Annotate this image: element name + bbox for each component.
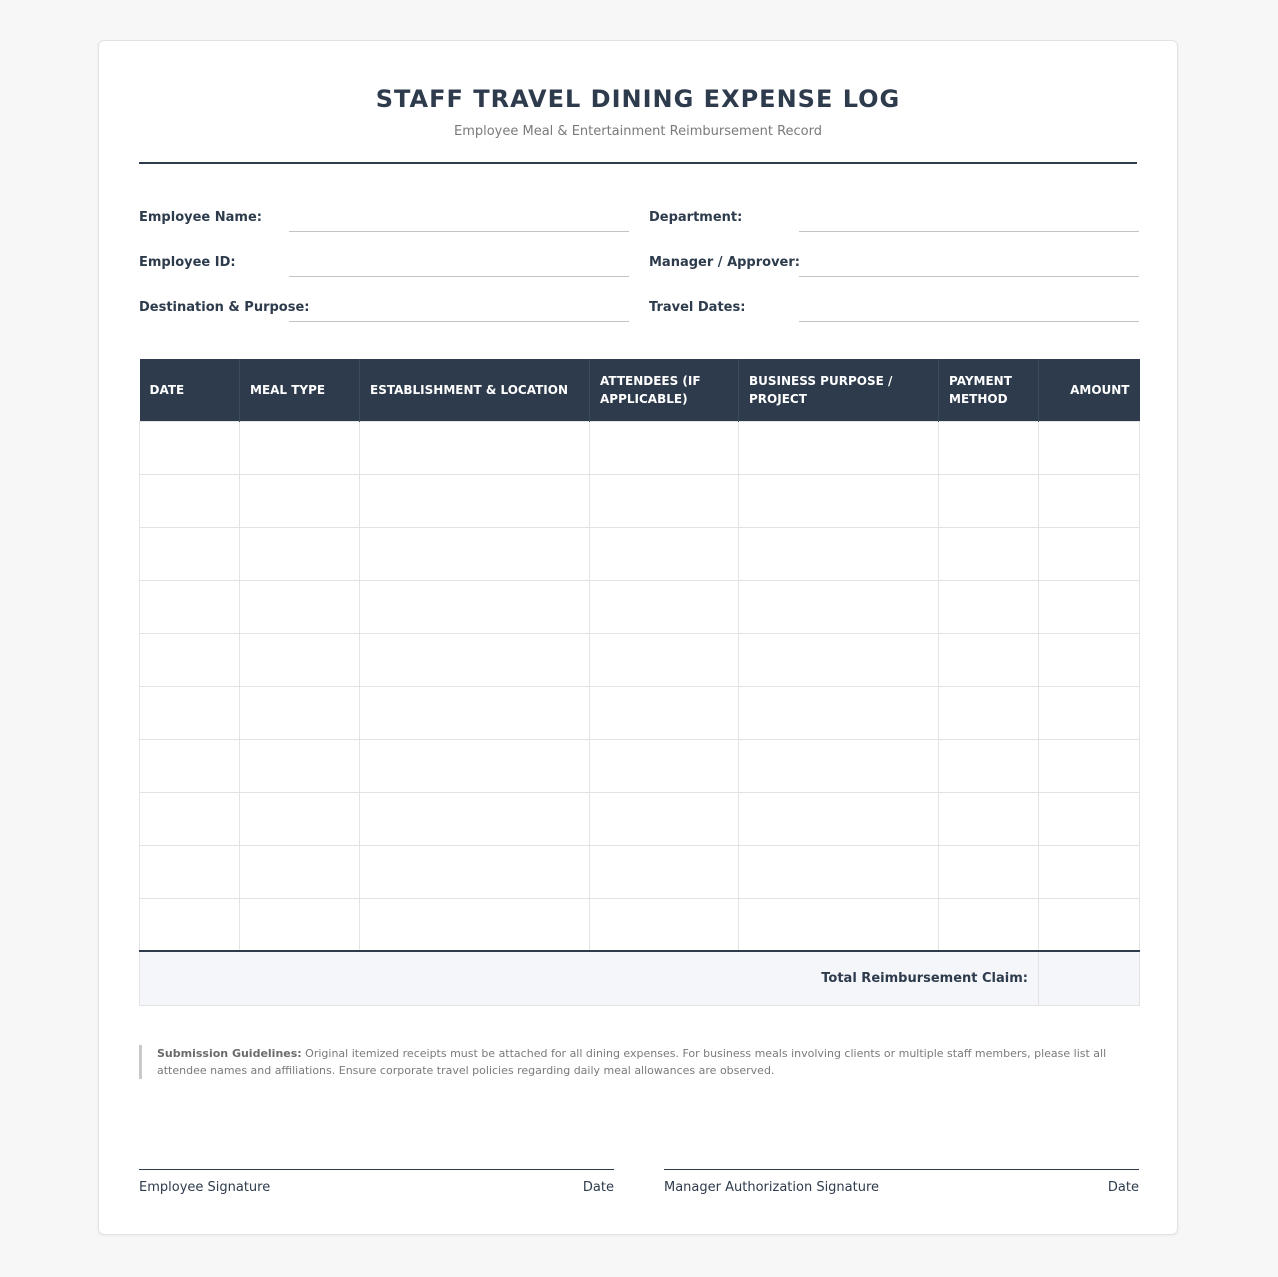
column-header-amount: AMOUNT <box>1039 359 1140 421</box>
destination-field[interactable] <box>139 293 629 323</box>
table-cell[interactable] <box>360 421 590 474</box>
table-cell[interactable] <box>1039 580 1140 633</box>
column-header-attendees: ATTENDEES (IF APPLICABLE) <box>590 359 739 421</box>
department-input-line[interactable] <box>799 231 1139 232</box>
manager-label: Manager / Approver: <box>649 255 800 270</box>
table-cell[interactable] <box>590 898 739 951</box>
table-cell[interactable] <box>739 527 939 580</box>
guidelines-heading: Submission Guidelines: <box>157 1047 302 1060</box>
employee-id-field[interactable] <box>139 248 629 278</box>
table-cell[interactable] <box>590 527 739 580</box>
page-subtitle: Employee Meal & Entertainment Reimbursement Record <box>453 124 823 139</box>
destination-input-line[interactable] <box>289 321 629 322</box>
table-cell[interactable] <box>140 633 240 686</box>
employee-signature-block[interactable] <box>139 1169 614 1200</box>
table-row <box>140 474 1140 527</box>
table-cell[interactable] <box>140 474 240 527</box>
table-cell[interactable] <box>739 421 939 474</box>
table-cell[interactable] <box>240 898 360 951</box>
table-cell[interactable] <box>1039 845 1140 898</box>
table-body <box>140 421 1140 951</box>
table-row <box>140 421 1140 474</box>
employee-name-input-line[interactable] <box>289 231 629 232</box>
table-cell[interactable] <box>360 845 590 898</box>
table-cell[interactable] <box>360 580 590 633</box>
table-cell[interactable] <box>140 421 240 474</box>
table-cell[interactable] <box>240 421 360 474</box>
table-cell[interactable] <box>939 739 1039 792</box>
table-cell[interactable] <box>140 527 240 580</box>
employee-name-label: Employee Name: <box>139 210 262 225</box>
department-label: Department: <box>649 210 743 225</box>
column-header-date: DATE <box>140 359 240 421</box>
table-cell[interactable] <box>1039 527 1140 580</box>
table-cell[interactable] <box>739 580 939 633</box>
table-cell[interactable] <box>939 633 1039 686</box>
table-cell[interactable] <box>939 845 1039 898</box>
table-cell[interactable] <box>739 898 939 951</box>
table-cell[interactable] <box>939 421 1039 474</box>
table-row <box>140 686 1140 739</box>
table-cell[interactable] <box>140 792 240 845</box>
travel-dates-label: Travel Dates: <box>649 300 746 315</box>
table-cell[interactable] <box>590 633 739 686</box>
table-row <box>140 633 1140 686</box>
table-cell[interactable] <box>1039 421 1140 474</box>
table-cell[interactable] <box>1039 686 1140 739</box>
table-cell[interactable] <box>240 686 360 739</box>
travel-dates-input-line[interactable] <box>799 321 1139 322</box>
travel-dates-field[interactable] <box>649 293 1139 323</box>
expense-table <box>139 359 1140 1006</box>
table-cell[interactable] <box>939 792 1039 845</box>
table-row <box>140 845 1140 898</box>
column-header-establishment: ESTABLISHMENT & LOCATION <box>360 359 590 421</box>
table-cell[interactable] <box>939 527 1039 580</box>
table-cell[interactable] <box>1039 898 1140 951</box>
table-cell[interactable] <box>360 792 590 845</box>
table-cell[interactable] <box>1039 633 1140 686</box>
table-cell[interactable] <box>590 739 739 792</box>
table-row <box>140 898 1140 951</box>
guidelines-text: Original itemized receipts must be attached for all dining expenses. For business meals involving clients or multiple staff members, please list all attendee names and affiliations. Ensure corporate travel policies regarding daily meal allowances are observed. <box>157 1047 1107 1077</box>
table-cell[interactable] <box>590 792 739 845</box>
submission-guidelines <box>139 1045 1137 1079</box>
employee-name-field[interactable] <box>139 203 629 233</box>
table-cell[interactable] <box>739 739 939 792</box>
manager-input-line[interactable] <box>799 276 1139 277</box>
table-cell[interactable] <box>739 792 939 845</box>
table-cell[interactable] <box>140 580 240 633</box>
table-cell[interactable] <box>140 739 240 792</box>
table-cell[interactable] <box>240 633 360 686</box>
manager-signature-label: Manager Authorization Signature <box>664 1180 880 1195</box>
table-cell[interactable] <box>590 580 739 633</box>
table-cell[interactable] <box>939 474 1039 527</box>
table-row <box>140 739 1140 792</box>
table-cell[interactable] <box>1039 474 1140 527</box>
table-cell[interactable] <box>739 686 939 739</box>
header-divider <box>139 162 1137 164</box>
table-cell[interactable] <box>939 898 1039 951</box>
total-label: Total Reimbursement Claim: <box>140 951 1039 1005</box>
page-title: STAFF TRAVEL DINING EXPENSE LOG <box>375 85 901 113</box>
table-cell[interactable] <box>140 898 240 951</box>
table-cell[interactable] <box>360 474 590 527</box>
table-cell[interactable] <box>739 633 939 686</box>
destination-label: Destination & Purpose: <box>139 300 310 315</box>
table-cell[interactable] <box>360 686 590 739</box>
table-cell[interactable] <box>1039 739 1140 792</box>
expense-log-page <box>98 40 1178 1235</box>
employee-date-label: Date <box>582 1180 614 1195</box>
table-cell[interactable] <box>590 421 739 474</box>
table-cell[interactable] <box>240 580 360 633</box>
table-cell[interactable] <box>240 792 360 845</box>
table-cell[interactable] <box>1039 792 1140 845</box>
table-cell[interactable] <box>360 898 590 951</box>
table-cell[interactable] <box>240 527 360 580</box>
table-row <box>140 580 1140 633</box>
table-cell[interactable] <box>240 474 360 527</box>
employee-id-input-line[interactable] <box>289 276 629 277</box>
table-cell[interactable] <box>590 474 739 527</box>
table-cell[interactable] <box>939 686 1039 739</box>
table-cell[interactable] <box>590 686 739 739</box>
table-cell[interactable] <box>360 739 590 792</box>
table-row <box>140 792 1140 845</box>
table-row <box>140 527 1140 580</box>
table-cell[interactable] <box>240 845 360 898</box>
table-cell[interactable] <box>939 580 1039 633</box>
column-header-payment-method: PAYMENT METHOD <box>939 359 1039 421</box>
table-cell[interactable] <box>739 845 939 898</box>
table-cell[interactable] <box>360 633 590 686</box>
table-cell[interactable] <box>590 845 739 898</box>
manager-signature-block[interactable] <box>664 1169 1139 1200</box>
table-cell[interactable] <box>739 474 939 527</box>
column-header-business-purpose: BUSINESS PURPOSE / PROJECT <box>739 359 939 421</box>
total-row <box>140 951 1140 1005</box>
column-header-meal-type: MEAL TYPE <box>240 359 360 421</box>
department-field[interactable] <box>649 203 1139 233</box>
employee-signature-label: Employee Signature <box>139 1180 271 1195</box>
table-cell[interactable] <box>140 686 240 739</box>
manager-field[interactable] <box>649 248 1139 278</box>
table-cell[interactable] <box>240 739 360 792</box>
table-cell[interactable] <box>360 527 590 580</box>
employee-id-label: Employee ID: <box>139 255 236 270</box>
table-cell[interactable] <box>140 845 240 898</box>
total-amount-cell[interactable] <box>1039 951 1140 1005</box>
table-header-row <box>140 359 1140 421</box>
manager-date-label: Date <box>1107 1180 1139 1195</box>
